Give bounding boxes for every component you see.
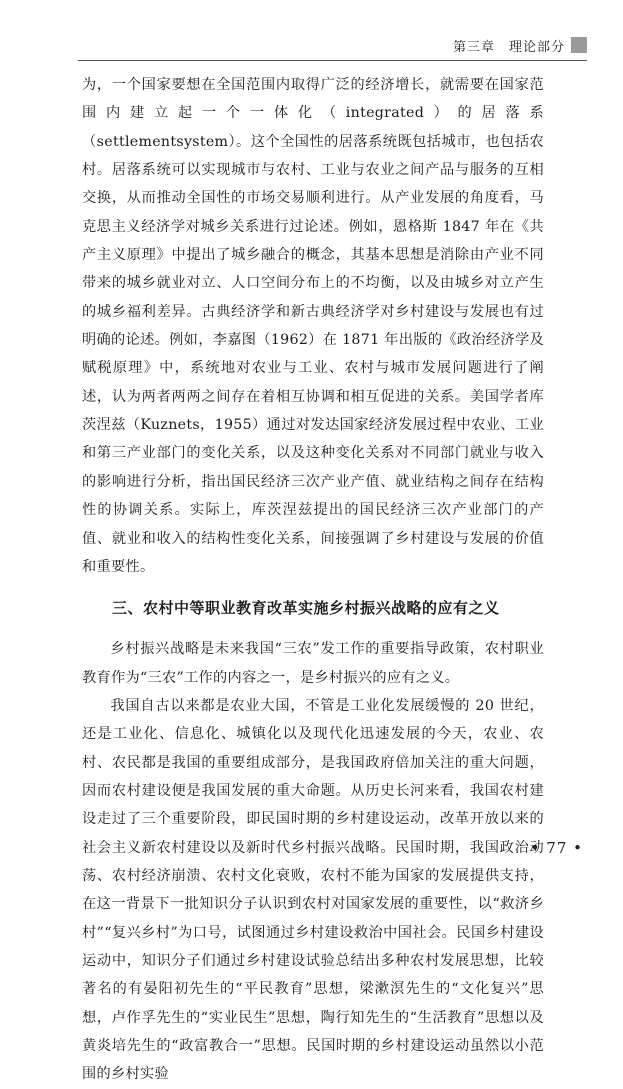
paragraph: 我国自古以来都是农业大国，不管是工业化发展缓慢的 20 世纪，还是工业化、信息化、城镇化以及现代化迅速发展的今天，农业、农村、农民都是我国的重要组成部分，是我国政府倍加关注的重大问题，因而农村建设便是我国发展的重大命题。从历史长河来看，我国农村建设走过了三个重要阶段，即民国时期的乡村建设运动，改革开放以来的社会主义新农村建设以及新时代乡村振兴战略。民国时期，我国政治动荡、农村经济崩溃、农村文化衰败，农村不能为国家的发展提供支持，在这一背景下一批知识分子认识到农村对国家发展的重要性，以“救济乡村”“复兴乡村”为口号，试图通过乡村建设救治中国社会。民国乡村建设运动中，知识分子们通过乡村建设试验总结出多种农村发展思想，比较著名的有晏阳初先生的“平民教育”思想，梁漱溟先生的“文化复兴”思想，卢作孚先生的“实业民生”思想，陶行知先生的“生活教育”思想以及黄炎培先生的“政富教合一”思想。民国时期的乡村建设运动虽然以小范围的乡村实验 <box>82 697 544 1083</box>
paragraph: 乡村振兴战略是未来我国“三农”发工作的重要指导政策，农村职业教育作为“三农”工作的内容之一，是乡村振兴的应有之义。 <box>82 641 544 686</box>
page-number: • 77 • <box>530 839 583 857</box>
header-square-icon <box>571 37 587 53</box>
paragraph-continued: 为，一个国家要想在全国范围内取得广泛的经济增长，就需要在国家范围内建立起一个一体化（integrated）的居落系（settlementsystem）。这个全国性的居落系统既包括城市，也包括农村。居落系统可以实现城市与农村、工业与农业之间产品与服务的互相交换，从而推动全国性的市场交易顺利进行。从产业发展的角度看，马克思主义经济学对城乡关系进行过论述。例如，恩格斯 1847 年在《共产主义原理》中提出了城乡融合的概念，其基本思想是消除由产业不同带来的城乡就业对立、人口空间分布上的不均衡，以及由城乡对立产生的城乡福利差异。古典经济学和新古典经济学对乡村建设与发展也有过明确的论述。例如，李嘉图（1962）在 1871 年出版的《政治经济学及赋税原理》中，系统地对农业与工业、农村与城市发展问题进行了阐述，认为两者两两之间存在着相互协调和相互促进的关系。美国学者库茨涅兹（Kuznets，1955）通过对发达国家经济发展过程中农业、工业和第三产业部门的变化关系，以及这种变化关系对不同部门就业与收入的影响进行分析，指出国民经济三次产业产值、就业结构之间存在结构性的协调关系。实际上，库茨涅兹提出的国民经济三次产业部门的产值、就业和收入的结构性变化关系，间接强调了乡村建设与发展的价值和重要性。 <box>82 77 544 575</box>
header-rule <box>78 60 587 61</box>
section-heading: 三、农村中等职业教育改革实施乡村振兴战略的应有之义 <box>112 599 500 618</box>
chapter-title: 第三章 理论部分 <box>452 39 565 55</box>
running-header <box>453 36 587 54</box>
main-text <box>82 71 544 1089</box>
